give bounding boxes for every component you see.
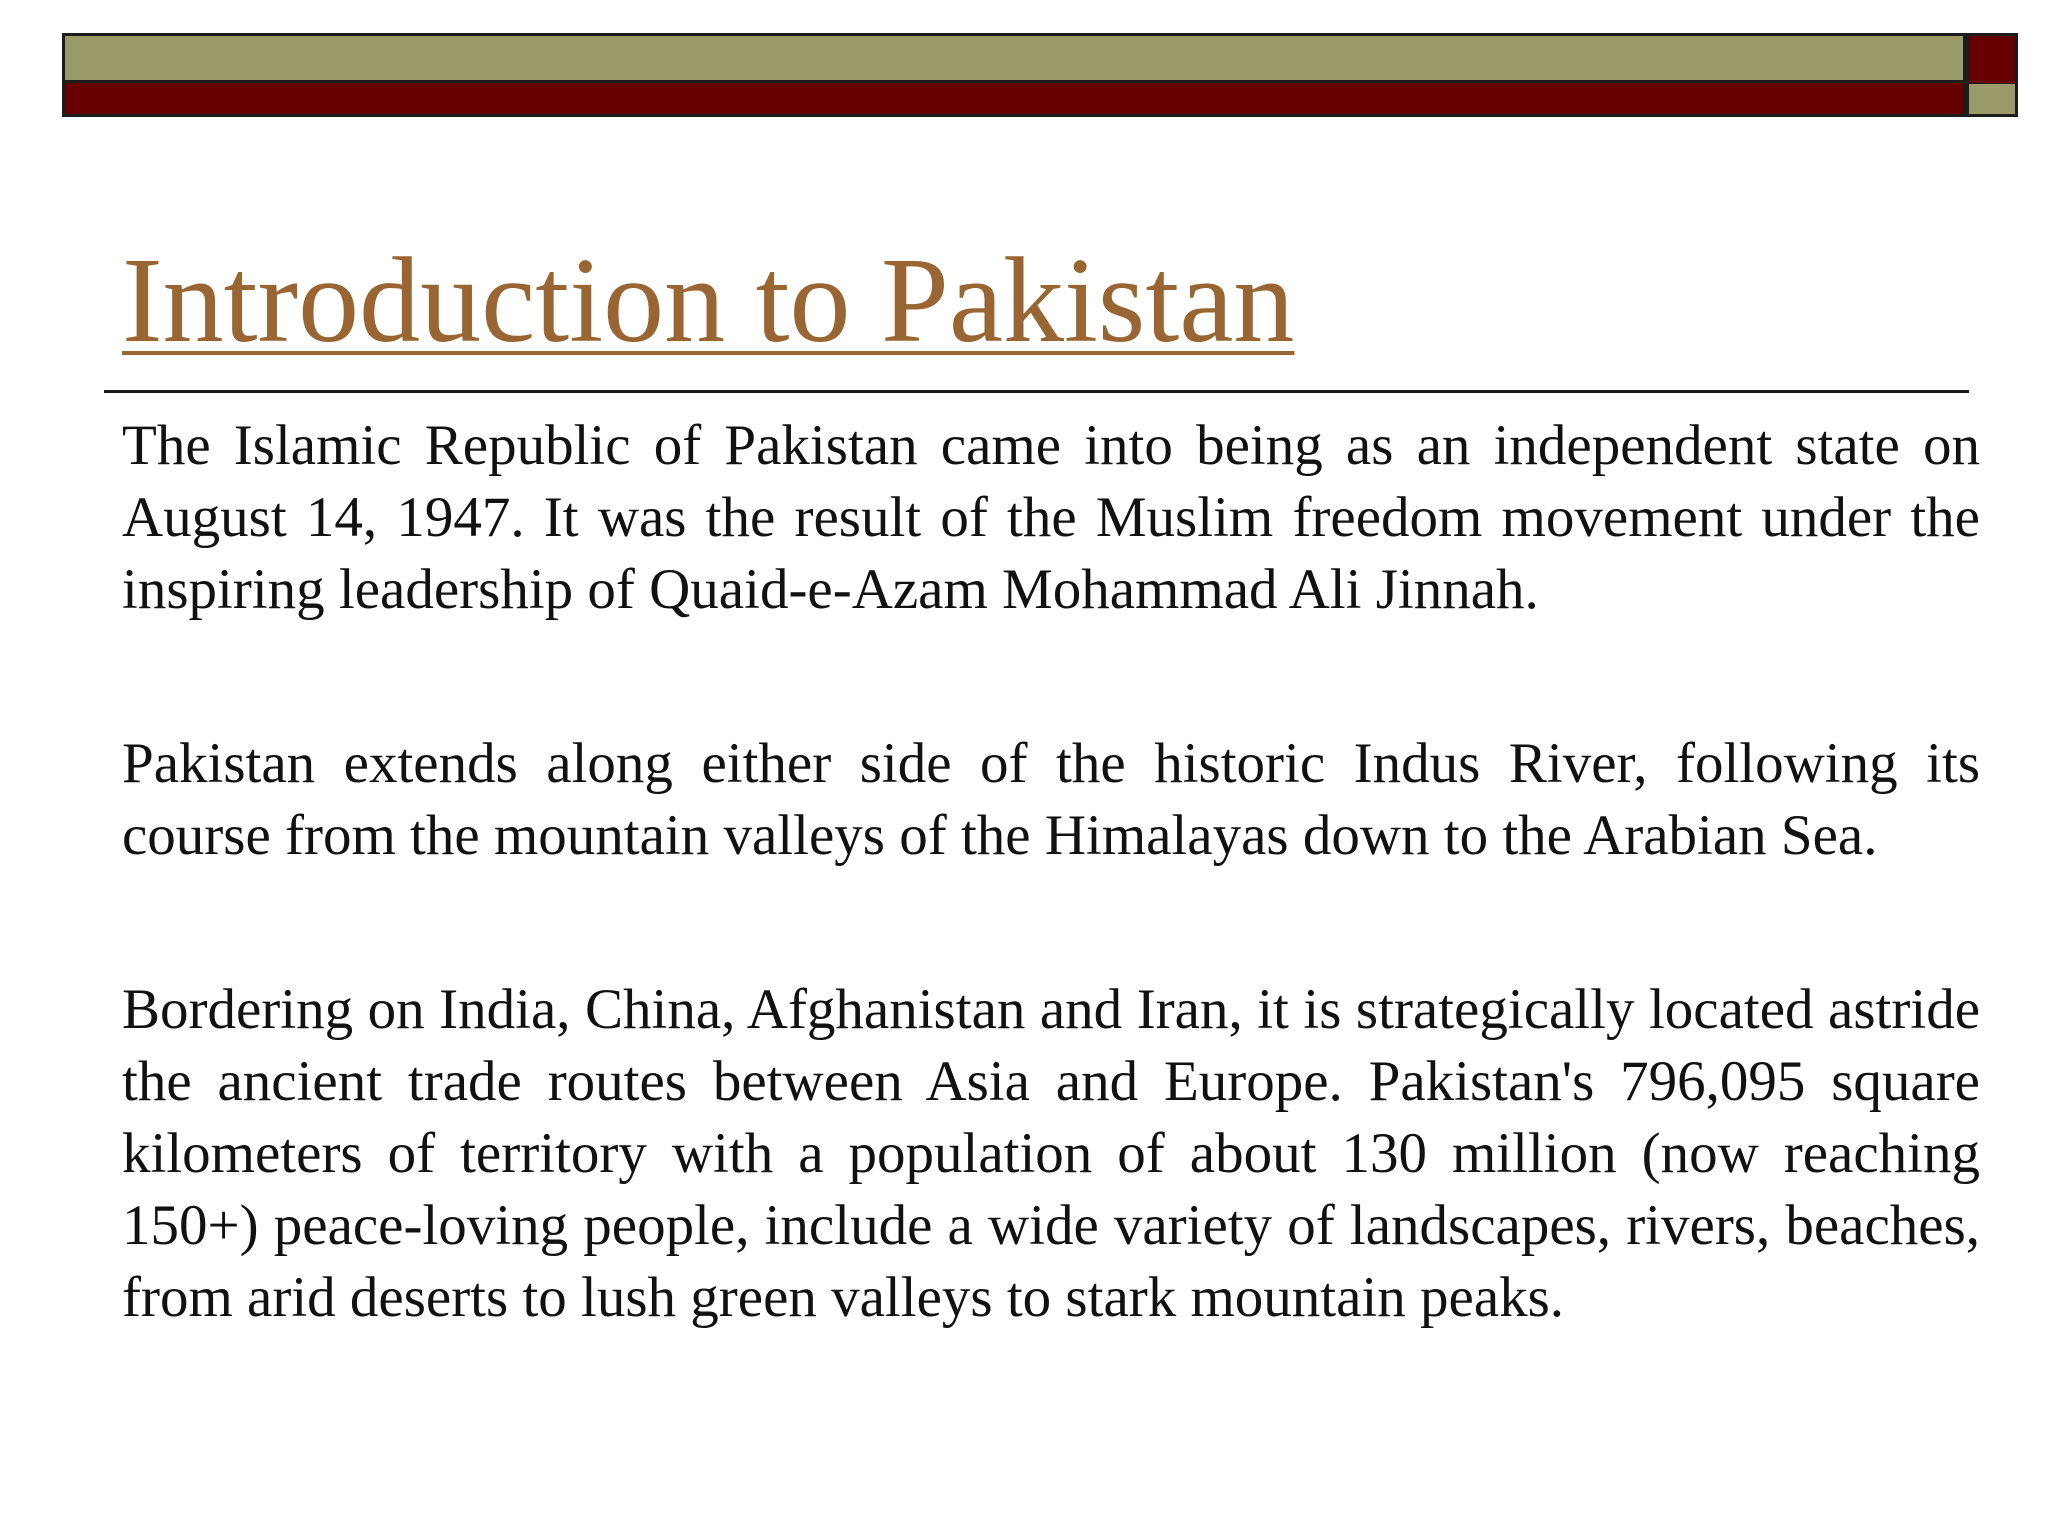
paragraph-independence: The Islamic Republic of Pakistan came into being as an independent state on August 14, 1947. It was the result of the Muslim freedom movement under the inspiring leadership of Quaid-e-Azam Mohammad Ali Jinnah. <box>122 414 1980 621</box>
header-corner-maroon-square <box>1966 33 2018 86</box>
slide-title: Introduction to Pakistan <box>122 233 1295 368</box>
header-olive-bar <box>62 33 1966 83</box>
paragraph-indus-river: Pakistan extends along either side of the historic Indus River, following its course from the mountain valleys of the Himalayas down to the Arabian Sea. <box>122 732 1980 867</box>
paragraph-borders-geography: Bordering on India, China, Afghanistan and Iran, it is strategically located astride the ancient trade routes between Asia and Europe. Pakistan's 796,095 square kilometers of territory with a population of about 130 million (now reaching 150+) peace-loving people, include a wide variety of landscapes, rivers, beaches, from arid deserts to lush green valleys to stark mountain peaks. <box>122 978 1980 1329</box>
header-maroon-bar <box>62 83 1966 117</box>
title-divider <box>104 390 1969 393</box>
header-corner-olive-square <box>1966 84 2018 117</box>
